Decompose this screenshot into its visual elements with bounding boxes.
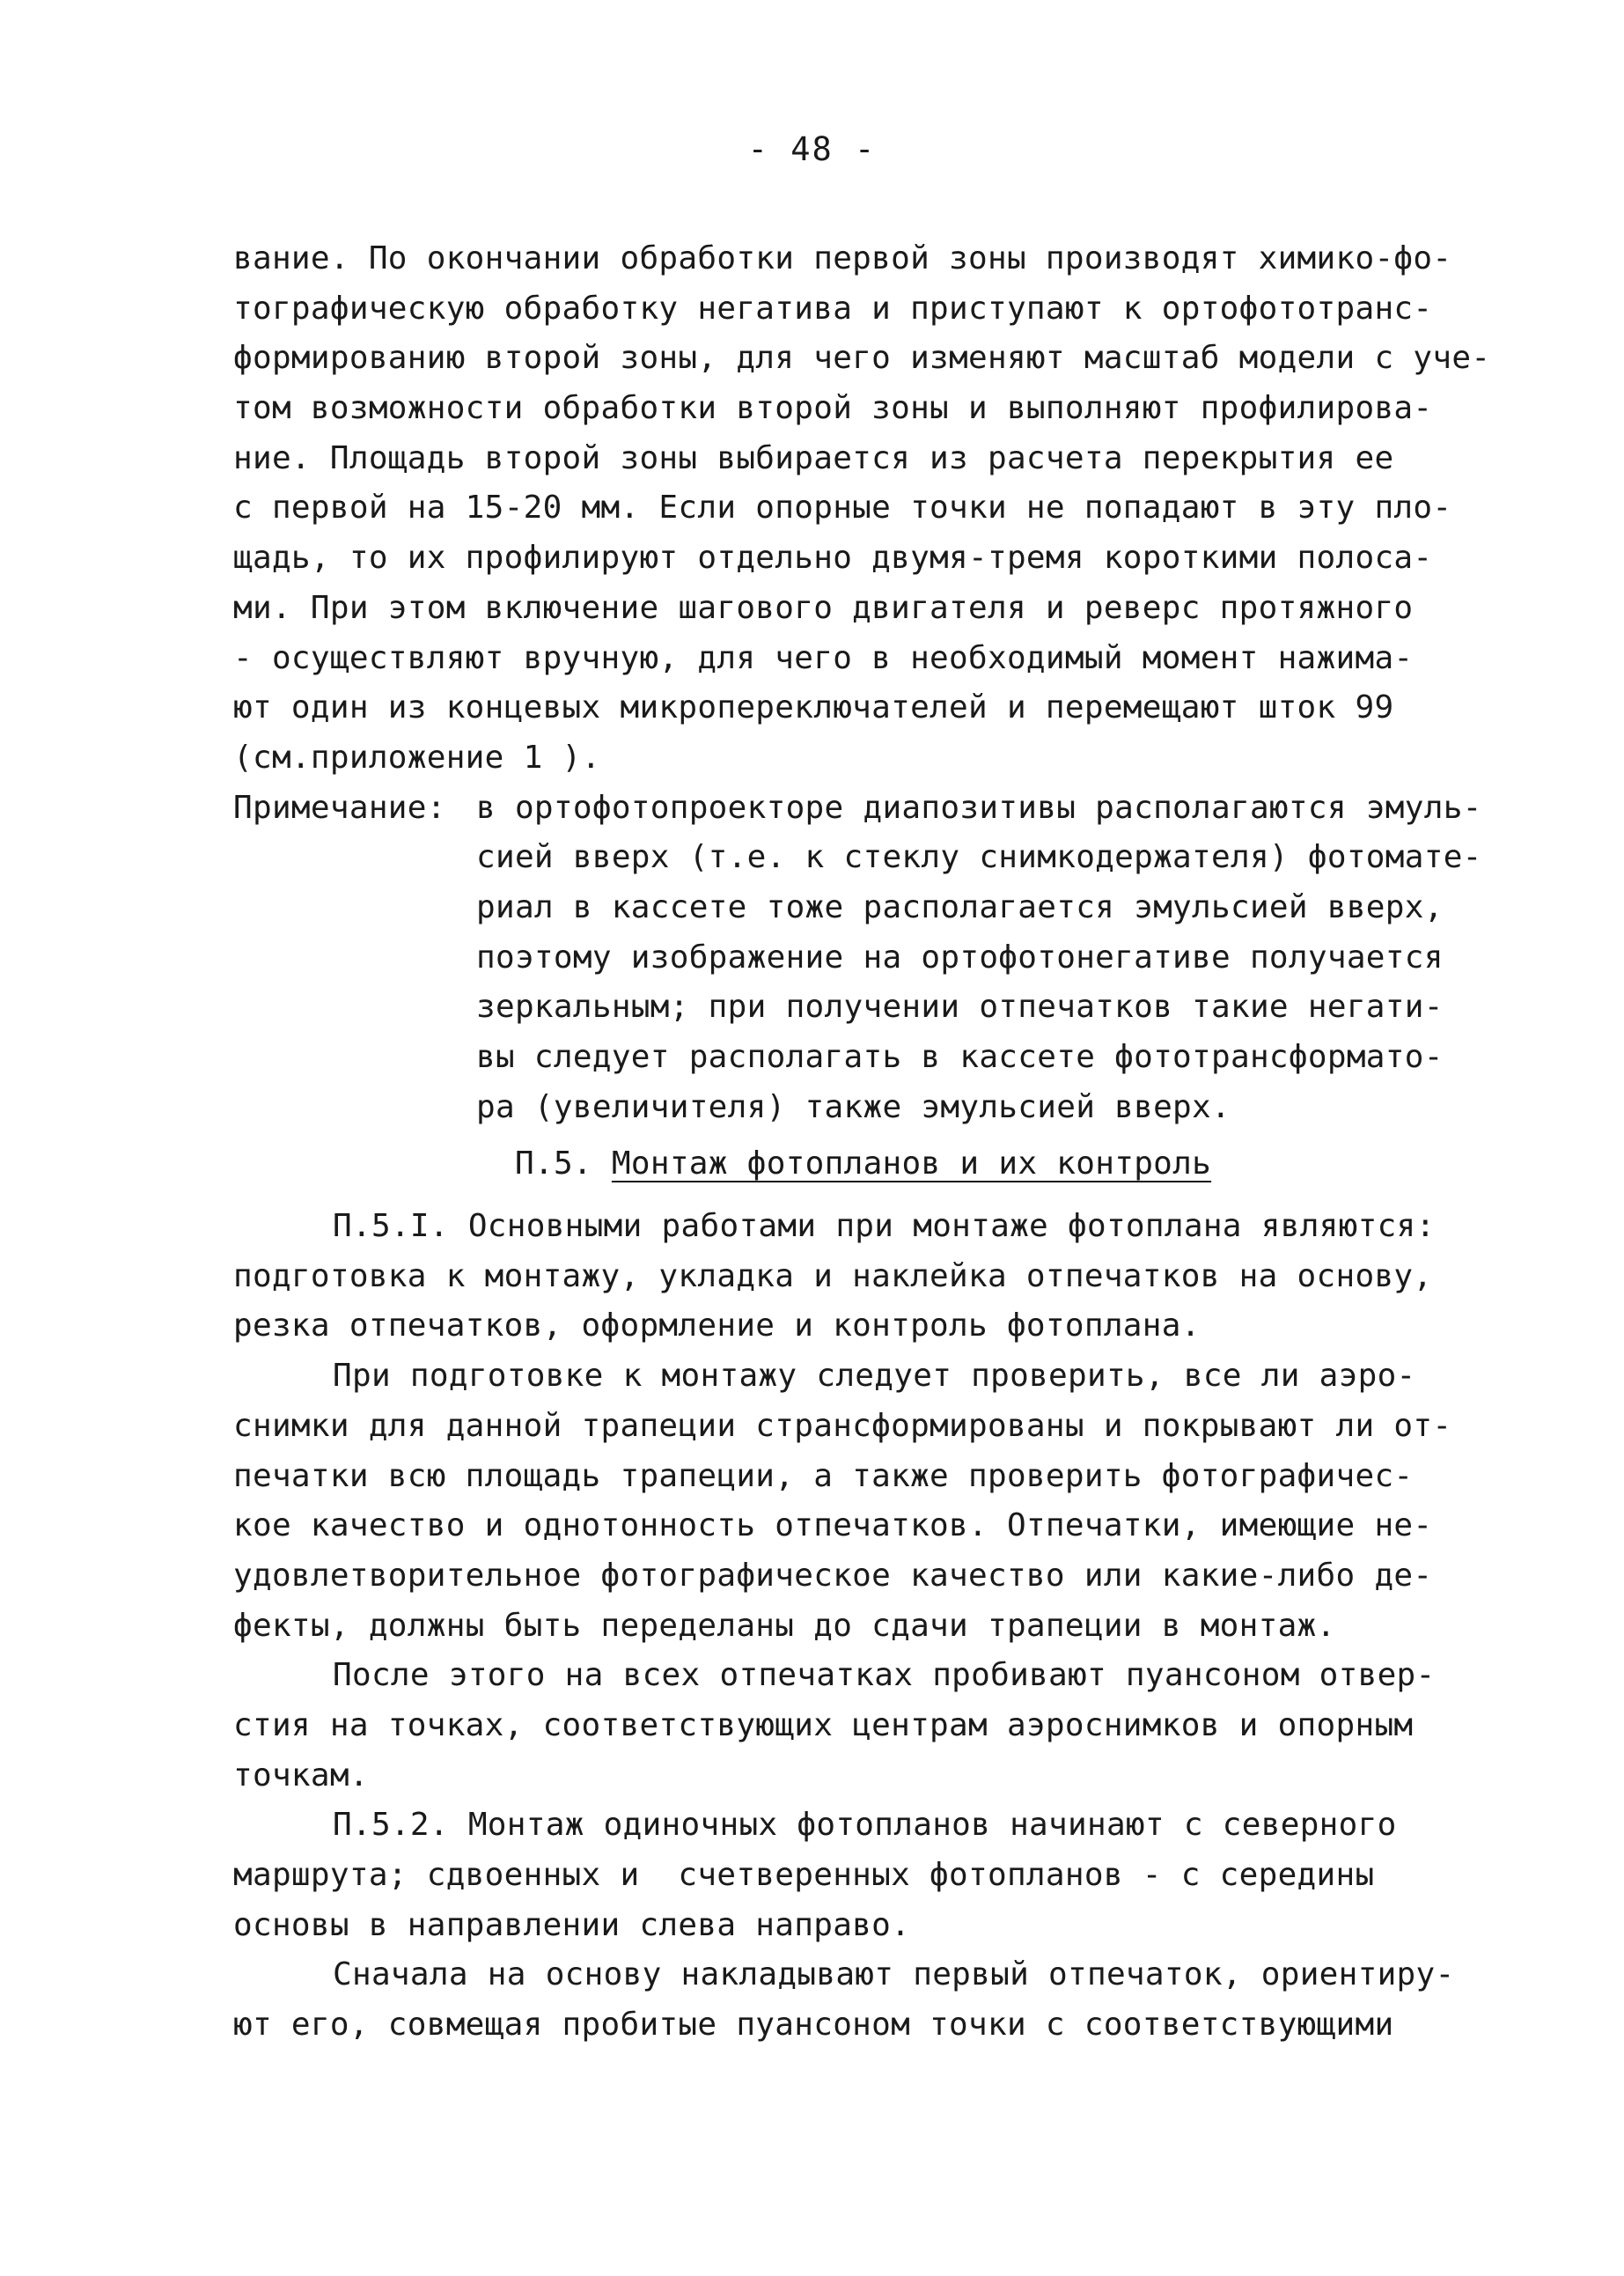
text-line: резка отпечатков, оформление и контроль фотоплана. [233, 1307, 1201, 1344]
paragraph-5-2 [233, 1801, 1554, 1950]
text-line: П.5.2. Монтаж одиночных фотопланов начинают с северного [333, 1807, 1397, 1844]
text-line: точкам. [233, 1757, 369, 1794]
text-line: ми. При этом включение шагового двигателя и реверс протяжного [233, 589, 1414, 626]
text-line: фекты, должны быть переделаны до сдачи трапеции в монтаж. [233, 1607, 1336, 1644]
text-line: - осуществляют вручную, для чего в необходимый момент нажима- [233, 639, 1414, 676]
paragraph-punching [233, 1651, 1554, 1801]
text-line: щадь, то их профилируют отдельно двумя-тремя короткими полоса- [233, 540, 1433, 577]
note-line: сией вверх (т.е. к стеклу снимкодержателя) фотомате- [476, 839, 1482, 876]
section-number: П.5. [515, 1145, 592, 1182]
section-title: Монтаж фотопланов и их контроль [611, 1145, 1212, 1182]
text-line: При подготовке к монтажу следует проверить, все ли аэро- [333, 1358, 1416, 1395]
intro-paragraph [233, 234, 1554, 784]
text-line: формированию второй зоны, для чего изменяют масштаб модели с уче- [233, 340, 1491, 377]
note-line: в ортофотопроекторе диапозитивы располагаются эмуль- [476, 789, 1482, 826]
paragraph-preparation [233, 1352, 1554, 1651]
section-heading [233, 1132, 1554, 1190]
note-line: риал в кассете тоже располагается эмульсией вверх, [476, 888, 1444, 925]
note-line: поэтому изображение на ортофотонегативе получается [476, 939, 1444, 976]
text-line: том возможности обработки второй зоны и выполняют профилирова- [233, 390, 1433, 427]
text-line: ют его, совмещая пробитые пуансоном точки с соответствующими [233, 2007, 1394, 2044]
text-line: тографическую обработку негатива и приступают к ортофототранс- [233, 290, 1433, 327]
text-line: удовлетворительное фотографическое качество или какие-либо де- [233, 1557, 1433, 1594]
note-line: вы следует располагать в кассете фототрансформато- [476, 1039, 1444, 1075]
note-block [233, 784, 1554, 1133]
note-label: Примечание: [233, 789, 446, 826]
paragraph-first-print [233, 1950, 1554, 2050]
note-line: зеркальным; при получении отпечатков такие негати- [476, 989, 1444, 1026]
text-line: ние. Площадь второй зоны выбирается из расчета перекрытия ее [233, 439, 1394, 476]
text-line: основы в направлении слева направо. [233, 1906, 911, 1943]
text-line: ют один из концевых микропереключателей и перемещают шток 99 [233, 689, 1394, 726]
text-line: После этого на всех отпечатках пробивают пуансоном отвер- [333, 1657, 1436, 1694]
text-line: печатки всю площадь трапеции, а также проверить фотографичес- [233, 1457, 1414, 1494]
paragraph-5-1 [233, 1202, 1554, 1352]
text-line: кое качество и однотонность отпечатков. Отпечатки, имеющие не- [233, 1507, 1433, 1544]
text-line: маршрута; сдвоенных и счетверенных фотопланов - с середины [233, 1857, 1375, 1893]
text-line: Сначала на основу накладывают первый отпечаток, ориентиру- [333, 1956, 1455, 1993]
note-line: ра (увеличителя) также эмульсией вверх. [476, 1088, 1231, 1125]
text-line: стия на точках, соответствующих центрам аэроснимков и опорным [233, 1706, 1414, 1743]
page-number: - 48 - [747, 130, 877, 168]
text-line: подготовка к монтажу, укладка и наклейка отпечатков на основу, [233, 1257, 1433, 1294]
text-line: П.5.I. Основными работами при монтаже фотоплана являются: [333, 1208, 1436, 1245]
body-text [233, 234, 1554, 2051]
text-line: (см.приложение 1 ). [233, 739, 601, 776]
text-line: вание. По окончании обработки первой зоны производят химико-фо- [233, 240, 1452, 276]
text-line: снимки для данной трапеции странсформированы и покрывают ли от- [233, 1407, 1452, 1444]
text-line: с первой на 15-20 мм. Если опорные точки не попадают в эту пло- [233, 490, 1452, 527]
